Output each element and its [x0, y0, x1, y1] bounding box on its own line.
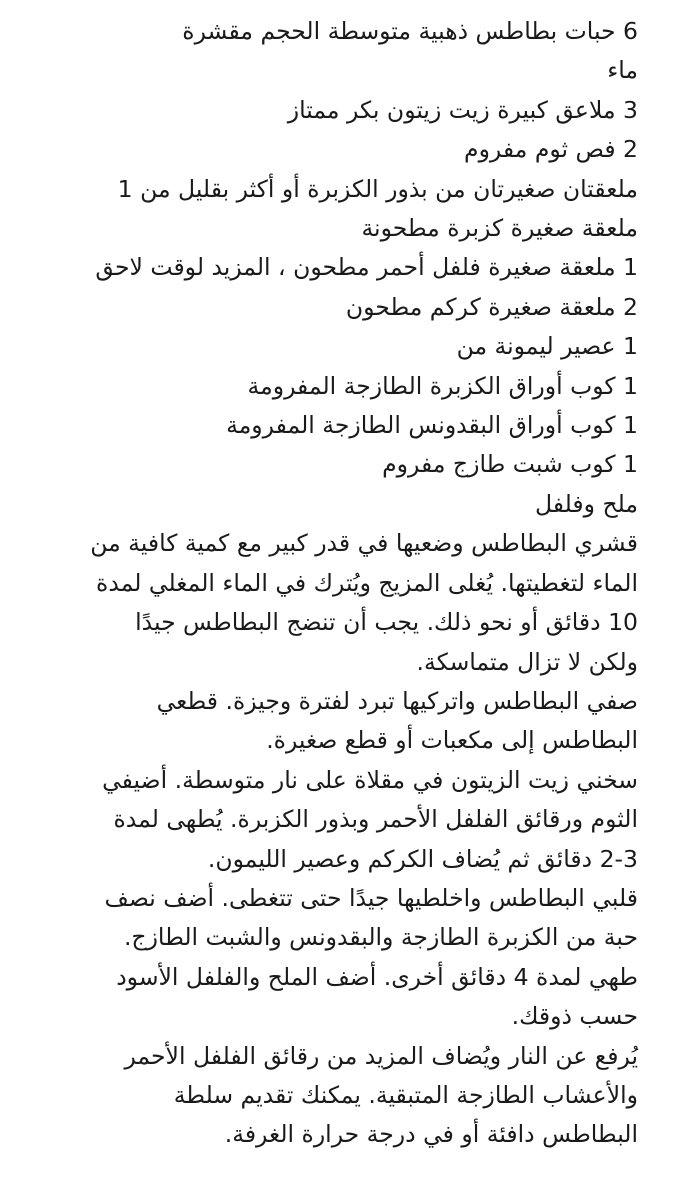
instructions-list	[12, 524, 638, 1155]
instruction-line: الثوم ورقائق الفلفل الأحمر وبذور الكزبرة. يُطهى لمدة	[113, 805, 638, 834]
instruction-line: ولكن لا تزال متماسكة.	[416, 647, 638, 676]
ingredient-line: ملعقتان صغيرتان من بذور الكزبرة أو أكثر بقليل من 1	[117, 174, 638, 203]
instruction-line: 10 دقائق أو نحو ذلك. يجب أن تنضج البطاطس جيدًا	[135, 608, 638, 637]
instruction-line: الماء لتغطيتها. يُغلى المزيج ويُترك في الماء المغلي لمدة	[96, 568, 638, 597]
instruction-line: البطاطس دافئة أو في درجة حرارة الغرفة.	[224, 1120, 638, 1149]
ingredient-line: 1 كوب أوراق البقدونس الطازجة المفرومة	[226, 411, 638, 440]
ingredient-line: 1 عصير ليمونة من	[456, 332, 638, 361]
ingredient-line: 2 ملعقة صغيرة كركم مطحون	[345, 292, 638, 321]
instruction-line: البطاطس إلى مكعبات أو قطع صغيرة.	[266, 726, 638, 755]
instruction-line: سخني زيت الزيتون في مقلاة على نار متوسطة. أضيفي	[102, 765, 638, 794]
ingredient-line: 1 كوب شبت طازج مفروم	[382, 450, 638, 479]
ingredient-line: ملعقة صغيرة كزبرة مطحونة	[361, 214, 638, 243]
instruction-line: 2-3 دقائق ثم يُضاف الكركم وعصير الليمون.	[207, 844, 638, 873]
instruction-line: حبة من الكزبرة الطازجة والبقدونس والشبت الطازج.	[123, 923, 638, 952]
ingredient-line: 6 حبات بطاطس ذهبية متوسطة الحجم مقشرة	[182, 17, 638, 45]
instruction-line: حسب ذوقك.	[511, 1002, 638, 1031]
ingredient-line: 1 كوب أوراق الكزبرة الطازجة المفرومة	[247, 371, 638, 400]
ingredient-line: ماء	[607, 56, 638, 85]
instruction-line: طهي لمدة 4 دقائق أخرى. أضف الملح والفلفل الأسود	[116, 962, 638, 991]
ingredient-line: 2 فص ثوم مفروم	[464, 135, 638, 164]
instruction-line: قلبي البطاطس واخلطيها جيدًا حتى تتغطى. أضف نصف	[104, 883, 638, 912]
instruction-line: قشري البطاطس وضعيها في قدر كبير مع كمية كافية من	[90, 529, 638, 558]
ingredients-list	[12, 12, 638, 524]
instruction-line: صفي البطاطس واتركيها تبرد لفترة وجيزة. قطعي	[156, 686, 638, 715]
instruction-line: يُرفع عن النار ويُضاف المزيد من رقائق الفلفل الأحمر	[124, 1041, 638, 1070]
ingredient-line: 3 ملاعق كبيرة زيت زيتون بكر ممتاز	[287, 95, 638, 124]
instruction-line: والأعشاب الطازجة المتبقية. يمكنك تقديم سلطة	[173, 1080, 638, 1109]
ingredient-line: 1 ملعقة صغيرة فلفل أحمر مطحون ، المزيد لوقت لاحق	[95, 253, 638, 282]
ingredient-line: ملح وفلفل	[534, 489, 638, 518]
